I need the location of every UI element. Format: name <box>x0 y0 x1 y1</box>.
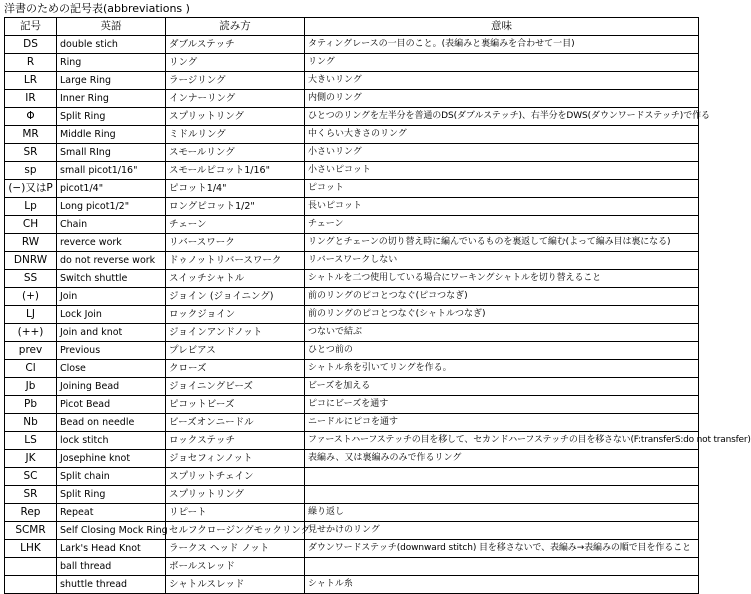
reading-cell: ラージリング <box>166 72 305 90</box>
symbol-cell: Pb <box>5 396 57 414</box>
english-cell: ball thread <box>57 558 166 576</box>
table-row <box>5 162 699 180</box>
table-row <box>5 198 699 216</box>
reading-cell: スプリットリング <box>166 486 305 504</box>
table-row <box>5 324 699 342</box>
english-cell: Join and knot <box>57 324 166 342</box>
english-cell: Chain <box>57 216 166 234</box>
header-symbol: 記号 <box>5 18 57 36</box>
header-meaning: 意味 <box>305 18 699 36</box>
table-row <box>5 342 699 360</box>
table-row <box>5 36 699 54</box>
reading-cell: リピート <box>166 504 305 522</box>
table-row <box>5 126 699 144</box>
reading-cell: ロングピコット1/2" <box>166 198 305 216</box>
symbol-cell: (++) <box>5 324 57 342</box>
english-cell: Bead on needle <box>57 414 166 432</box>
reading-cell: ジョセフィンノット <box>166 450 305 468</box>
meaning-cell: 前のリングのピコとつなぐ(ピコつなぎ) <box>305 288 699 306</box>
table-row <box>5 468 699 486</box>
reading-cell: スプリットチェイン <box>166 468 305 486</box>
english-cell: Lark's Head Knot <box>57 540 166 558</box>
meaning-cell: 中くらい大きさのリング <box>305 126 699 144</box>
reading-cell: ジョイン (ジョイニング) <box>166 288 305 306</box>
symbol-cell: SR <box>5 486 57 504</box>
table-row <box>5 72 699 90</box>
symbol-cell <box>5 558 57 576</box>
table-row <box>5 270 699 288</box>
reading-cell: チェーン <box>166 216 305 234</box>
header-reading: 読み方 <box>166 18 305 36</box>
table-row <box>5 378 699 396</box>
table-row <box>5 306 699 324</box>
english-cell: double stich <box>57 36 166 54</box>
symbol-cell: Rep <box>5 504 57 522</box>
meaning-cell: リング <box>305 54 699 72</box>
reading-cell: ラークス ヘッド ノット <box>166 540 305 558</box>
header-row <box>5 18 699 36</box>
meaning-cell: 内側のリング <box>305 90 699 108</box>
reading-cell: ピコットビーズ <box>166 396 305 414</box>
meaning-cell: 大きいリング <box>305 72 699 90</box>
meaning-cell <box>305 558 699 576</box>
symbol-cell: SC <box>5 468 57 486</box>
symbol-cell: CH <box>5 216 57 234</box>
table-row <box>5 108 699 126</box>
english-cell: Picot Bead <box>57 396 166 414</box>
english-cell: Ring <box>57 54 166 72</box>
english-cell: Joining Bead <box>57 378 166 396</box>
table-row <box>5 450 699 468</box>
abbreviation-table <box>4 17 751 594</box>
meaning-cell: つないで結ぶ <box>305 324 699 342</box>
meaning-cell: タティングレースの一目のこと。(表編みと裏編みを合わせて一目) <box>305 36 699 54</box>
meaning-cell: 小さいピコット <box>305 162 699 180</box>
symbol-cell: prev <box>5 342 57 360</box>
symbol-cell: Jb <box>5 378 57 396</box>
page-title: 洋書のための記号表(abbreviations ) <box>4 2 190 15</box>
symbol-cell: LHK <box>5 540 57 558</box>
english-cell: Repeat <box>57 504 166 522</box>
meaning-cell: 長いピコット <box>305 198 699 216</box>
symbol-cell: SS <box>5 270 57 288</box>
reading-cell: ロックジョイン <box>166 306 305 324</box>
symbol-cell: LJ <box>5 306 57 324</box>
symbol-cell: DNRW <box>5 252 57 270</box>
symbol-cell: SCMR <box>5 522 57 540</box>
reading-cell: クローズ <box>166 360 305 378</box>
english-cell: do not reverse work <box>57 252 166 270</box>
meaning-cell: シャトル糸を引いてリングを作る。 <box>305 360 699 378</box>
symbol-cell: LS <box>5 432 57 450</box>
reading-cell: スプリットリング <box>166 108 305 126</box>
table-row <box>5 144 699 162</box>
meaning-cell: 前のリングのピコとつなぐ(シャトルつなぎ) <box>305 306 699 324</box>
meaning-cell: 小さいリング <box>305 144 699 162</box>
symbol-cell: R <box>5 54 57 72</box>
english-cell: Split Ring <box>57 486 166 504</box>
english-cell: Inner Ring <box>57 90 166 108</box>
meaning-cell: ダウンワードステッチ(downward stitch) 目を移さないで、表編み→表編みの順で目を作ること <box>305 540 699 558</box>
symbol-cell <box>5 576 57 594</box>
symbol-cell: Φ <box>5 108 57 126</box>
meaning-cell: ファーストハーフステッチの目を移して、セカンドハーフステッチの目を移さない(F:transferS:do not transfer) <box>305 432 699 450</box>
english-cell: Join <box>57 288 166 306</box>
table-row <box>5 576 699 594</box>
symbol-cell: SR <box>5 144 57 162</box>
english-cell: Large Ring <box>57 72 166 90</box>
english-cell: shuttle thread <box>57 576 166 594</box>
english-cell: Josephine knot <box>57 450 166 468</box>
table-row <box>5 504 699 522</box>
english-cell: Long picot1/2" <box>57 198 166 216</box>
table-row <box>5 180 699 198</box>
symbol-cell: DS <box>5 36 57 54</box>
reading-cell: スイッチシャトル <box>166 270 305 288</box>
meaning-cell <box>305 486 699 504</box>
symbol-cell: Cl <box>5 360 57 378</box>
meaning-cell: ひとつ前の <box>305 342 699 360</box>
symbol-cell: JK <box>5 450 57 468</box>
meaning-cell: 繰り返し <box>305 504 699 522</box>
table-row <box>5 432 699 450</box>
table-row <box>5 234 699 252</box>
reading-cell: シャトルスレッド <box>166 576 305 594</box>
reading-cell: ボールスレッド <box>166 558 305 576</box>
symbol-cell: MR <box>5 126 57 144</box>
symbol-cell: RW <box>5 234 57 252</box>
english-cell: Switch shuttle <box>57 270 166 288</box>
reading-cell: ドゥノットリバースワーク <box>166 252 305 270</box>
reading-cell: リング <box>166 54 305 72</box>
symbol-cell: Lp <box>5 198 57 216</box>
english-cell: picot1/4" <box>57 180 166 198</box>
symbol-cell: LR <box>5 72 57 90</box>
english-cell: reverce work <box>57 234 166 252</box>
english-cell: small picot1/16" <box>57 162 166 180</box>
table-row <box>5 558 699 576</box>
english-cell: Lock Join <box>57 306 166 324</box>
symbol-cell: (−)又はP <box>5 180 57 198</box>
table-row <box>5 288 699 306</box>
english-cell: Split chain <box>57 468 166 486</box>
reading-cell: インナーリング <box>166 90 305 108</box>
table-row <box>5 522 699 540</box>
english-cell: Previous <box>57 342 166 360</box>
table-row <box>5 252 699 270</box>
table-row <box>5 414 699 432</box>
table-row <box>5 486 699 504</box>
reading-cell: ミドルリング <box>166 126 305 144</box>
english-cell: Small RIng <box>57 144 166 162</box>
symbol-cell: (+) <box>5 288 57 306</box>
english-cell: Split Ring <box>57 108 166 126</box>
meaning-cell <box>305 468 699 486</box>
meaning-cell: ピコにビーズを通す <box>305 396 699 414</box>
meaning-cell: シャトルを二つ使用している場合にワーキングシャトルを切り替えること <box>305 270 699 288</box>
english-cell: Close <box>57 360 166 378</box>
table-row <box>5 396 699 414</box>
symbol-cell: Nb <box>5 414 57 432</box>
header-english: 英語 <box>57 18 166 36</box>
meaning-cell: チェーン <box>305 216 699 234</box>
reading-cell: ビーズオンニードル <box>166 414 305 432</box>
meaning-cell: ひとつのリングを左半分を普通のDS(ダブルステッチ)、右半分をDWS(ダウンワードステッチ)で作る <box>305 108 699 126</box>
meaning-cell: リングとチェーンの切り替え時に編んでいるものを裏返して編む(よって編み目は裏になる) <box>305 234 699 252</box>
reading-cell: リバースワーク <box>166 234 305 252</box>
meaning-cell: 見せかけのリング <box>305 522 699 540</box>
meaning-cell: シャトル糸 <box>305 576 699 594</box>
symbol-cell: sp <box>5 162 57 180</box>
meaning-cell: ニードルにピコを通す <box>305 414 699 432</box>
reading-cell: ジョイニングビーズ <box>166 378 305 396</box>
reading-cell: ピコット1/4" <box>166 180 305 198</box>
english-cell: Middle Ring <box>57 126 166 144</box>
reading-cell: プレビアス <box>166 342 305 360</box>
meaning-cell: ビーズを加える <box>305 378 699 396</box>
table-row <box>5 540 699 558</box>
english-cell: Self Closing Mock Ring <box>57 522 166 540</box>
reading-cell: ダブルステッチ <box>166 36 305 54</box>
table-row <box>5 90 699 108</box>
table-row <box>5 216 699 234</box>
meaning-cell: 表編み、又は裏編みのみで作るリング <box>305 450 699 468</box>
reading-cell: スモールピコット1/16" <box>166 162 305 180</box>
table-row <box>5 360 699 378</box>
reading-cell: スモールリング <box>166 144 305 162</box>
table-row <box>5 54 699 72</box>
reading-cell: セルフクロージングモックリング <box>166 522 305 540</box>
reading-cell: ロックステッチ <box>166 432 305 450</box>
meaning-cell: リバースワークしない <box>305 252 699 270</box>
reading-cell: ジョインアンドノット <box>166 324 305 342</box>
meaning-cell: ピコット <box>305 180 699 198</box>
english-cell: lock stitch <box>57 432 166 450</box>
symbol-cell: IR <box>5 90 57 108</box>
